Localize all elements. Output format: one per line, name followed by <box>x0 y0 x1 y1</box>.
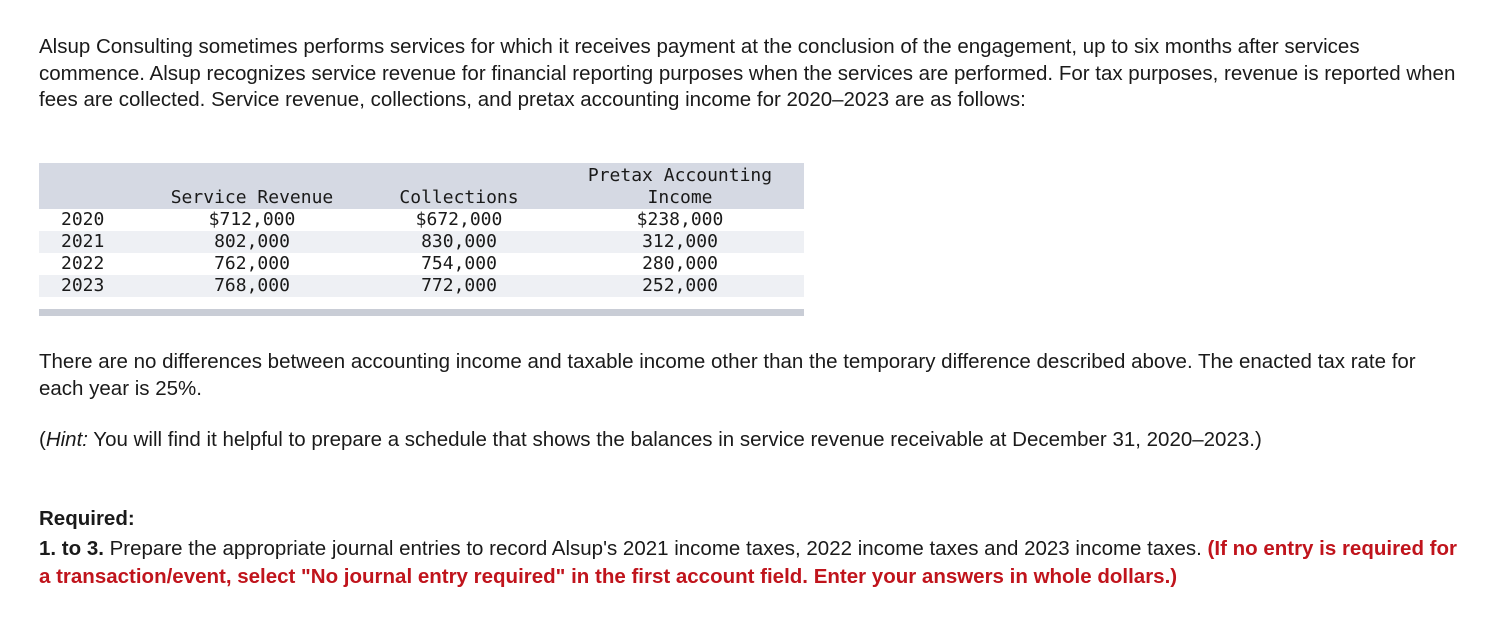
intro-paragraph: Alsup Consulting sometimes performs services for which it receives payment at the conclusion of the engagement, up to six months after services commence. Alsup recognizes service revenue for financial reporting purposes when the services are performed. For tax purposes, revenue is reported when fees are collected. Service revenue, collections, and pretax accounting income for 2020–2023 are as follows: <box>39 35 1456 111</box>
table-header <box>39 163 804 209</box>
hint-text: You will find it helpful to prepare a schedule that shows the balances in service revenue receivable at December 31, 2020–2023.) <box>87 428 1262 451</box>
cell-service-revenue: $712,000 <box>208 209 296 230</box>
cell-pretax-income: 280,000 <box>642 253 718 274</box>
required-heading: Required: <box>39 507 135 530</box>
required-text: Prepare the appropriate journal entries to record Alsup's 2021 income taxes, 2022 income taxes and 2023 income taxes. <box>103 537 1208 560</box>
cell-pretax-income: 252,000 <box>642 275 718 296</box>
table-row <box>39 209 804 231</box>
cell-collections: 772,000 <box>421 275 497 296</box>
cell-collections: 754,000 <box>421 253 497 274</box>
tax-rate-paragraph: There are no differences between accounting income and taxable income other than the temporary difference described above. The enacted tax rate for each year is 25%. <box>39 350 1416 400</box>
header-pretax-line2: Income <box>647 186 713 208</box>
table-row <box>39 275 804 297</box>
hint-open-paren: ( <box>39 428 46 451</box>
cell-collections: $672,000 <box>415 209 503 230</box>
row-year: 2022 <box>61 253 105 274</box>
table-row <box>39 253 804 275</box>
cell-pretax-income: 312,000 <box>642 231 718 252</box>
hint-paragraph <box>39 427 1459 454</box>
cell-pretax-income: $238,000 <box>636 209 724 230</box>
required-paragraph <box>39 535 1459 591</box>
row-year: 2020 <box>61 209 105 230</box>
header-collections: Collections <box>399 186 519 208</box>
cell-service-revenue: 768,000 <box>214 275 290 296</box>
cell-collections: 830,000 <box>421 231 497 252</box>
required-instruction: (If no entry is required for a transaction/event, select "No journal entry required" in the first account field. Enter your answers in whole dollars.) <box>39 537 1457 588</box>
data-table <box>39 163 804 316</box>
required-number: 1. to 3. <box>39 537 104 560</box>
header-pretax-line1: Pretax Accounting <box>587 165 773 186</box>
table-bottom-bar <box>39 309 804 316</box>
row-year: 2021 <box>61 231 105 252</box>
hint-label: Hint: <box>45 428 88 451</box>
header-pretax-income <box>567 165 793 208</box>
row-year: 2023 <box>61 275 105 296</box>
table-footer-space <box>39 297 804 309</box>
header-service-revenue: Service Revenue <box>170 186 334 208</box>
cell-service-revenue: 762,000 <box>214 253 290 274</box>
cell-service-revenue: 802,000 <box>214 231 290 252</box>
table-row <box>39 231 804 253</box>
